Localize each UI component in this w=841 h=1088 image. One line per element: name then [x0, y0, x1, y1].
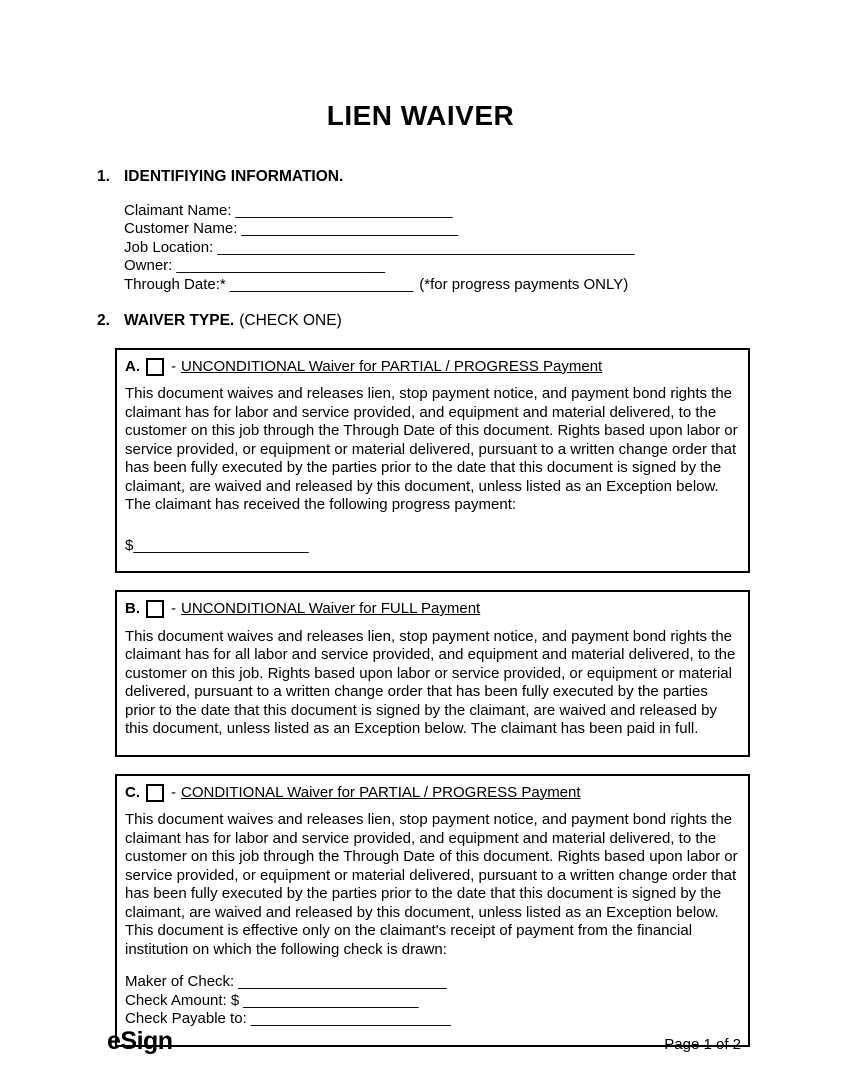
field-owner [124, 257, 750, 276]
esign-logo: eSign [107, 1027, 173, 1055]
check-payable-to-label: Check Payable to: [125, 1010, 247, 1027]
section-2-heading [97, 312, 750, 331]
option-b-header [125, 600, 739, 619]
option-c-check-fields [125, 973, 739, 1029]
field-check-payable-to [125, 1010, 739, 1029]
customer-name-blank: __________________________ [241, 220, 459, 237]
section-2-number: 2. [97, 312, 110, 329]
section-1-heading-text: IDENTIFIYING INFORMATION. [124, 168, 344, 185]
page-footer [107, 1029, 741, 1054]
section-1-heading [97, 168, 750, 187]
job-location-label: Job Location: [124, 238, 214, 256]
field-maker-of-check [125, 973, 739, 992]
option-a-header [125, 358, 739, 377]
owner-blank: _________________________ [176, 257, 385, 274]
check-payable-to-blank: ________________________ [250, 1010, 451, 1027]
option-a-title: UNCONDITIONAL Waiver for PARTIAL / PROGRESS Payment [181, 357, 603, 375]
option-a-body: This document waives and releases lien, stop payment notice, and payment bond rights the claimant has for labor and service provided, and equipment and material delivered, to the customer on this job through the Through Date of this document. Rights based upon labor or service provided, or equipment or material delivered, pursuant to a written change order that has been fully executed by the parties prior to the date that this document is signed by the claimant, are waived and released by this document, unless listed as an Exception below. The claimant has received the following progress payment: [125, 385, 738, 513]
option-c-body: This document waives and releases lien, stop payment notice, and payment bond rights the claimant has for labor and service provided, and equipment and material delivered, to the customer on this job through the Through Date of this document. Rights based upon labor or service provided, or equipment or material delivered, pursuant to a written change order that has been fully executed by the parties prior to the date that this document is signed by the claimant, are waived and released by this document, unless listed as an Exception below. This document is effective only on the claimant's receipt of payment from the financial institution on which the following check is drawn: [125, 811, 738, 958]
option-c-header [125, 784, 739, 803]
section-2-heading-text: WAIVER TYPE. [124, 312, 235, 329]
option-a-payment-line [125, 537, 739, 556]
section-1-number: 1. [97, 168, 110, 185]
customer-name-label: Customer Name: [124, 220, 238, 237]
option-a-letter: A. [125, 357, 140, 375]
option-b-body: This document waives and releases lien, stop payment notice, and payment bond rights the claimant has for all labor and service provided, and equipment and material delivered, to the customer on this job. Rights based upon labor or service provided, or equipment or material delivered, pursuant to a written change order that has been fully executed by the parties prior to the date that this document is signed by the claimant, are waived and released by this document, unless listed as an Exception below. The claimant has been paid in full. [125, 627, 736, 737]
option-c-title: CONDITIONAL Waiver for PARTIAL / PROGRESS Payment [181, 783, 581, 801]
document-content [0, 168, 841, 1047]
option-a-dash: - [171, 357, 176, 375]
waiver-option-c [115, 774, 750, 1047]
option-a-checkbox[interactable] [146, 358, 164, 376]
field-claimant-name [124, 202, 750, 221]
dollar-sign: $ [125, 536, 134, 554]
document-title: LIEN WAIVER [326, 100, 515, 131]
waiver-option-a [115, 348, 750, 574]
option-c-checkbox[interactable] [146, 784, 164, 802]
field-job-location [124, 239, 750, 258]
claimant-name-blank: __________________________ [235, 201, 453, 219]
option-c-letter: C. [125, 783, 140, 801]
job-location-blank: __________________________________________________ [217, 238, 635, 256]
field-customer-name [124, 220, 750, 239]
check-amount-blank: _____________________ [243, 991, 419, 1009]
claimant-name-label: Claimant Name: [124, 201, 232, 219]
maker-of-check-label: Maker of Check: [125, 973, 235, 990]
field-through-date [124, 276, 750, 295]
section-identifying-information [97, 168, 750, 294]
check-amount-label: Check Amount: $ [125, 991, 240, 1009]
option-b-dash: - [171, 600, 176, 617]
option-b-checkbox[interactable] [146, 600, 164, 618]
through-date-label: Through Date:* [124, 275, 226, 293]
identifying-fields [124, 202, 750, 295]
section-2-heading-note: (CHECK ONE) [239, 312, 342, 329]
through-date-note: (*for progress payments ONLY) [419, 275, 629, 293]
option-b-letter: B. [125, 600, 140, 617]
progress-payment-blank: _____________________ [133, 536, 309, 554]
section-waiver-type [97, 312, 750, 1047]
field-check-amount [125, 992, 739, 1011]
option-c-dash: - [171, 783, 176, 801]
waiver-option-b [115, 590, 750, 757]
option-b-title: UNCONDITIONAL Waiver for FULL Payment [181, 600, 481, 617]
through-date-blank: ______________________ [229, 275, 414, 293]
owner-label: Owner: [124, 257, 173, 274]
maker-of-check-blank: _________________________ [238, 973, 447, 990]
page-number: Page 1 of 2 [664, 1035, 741, 1053]
